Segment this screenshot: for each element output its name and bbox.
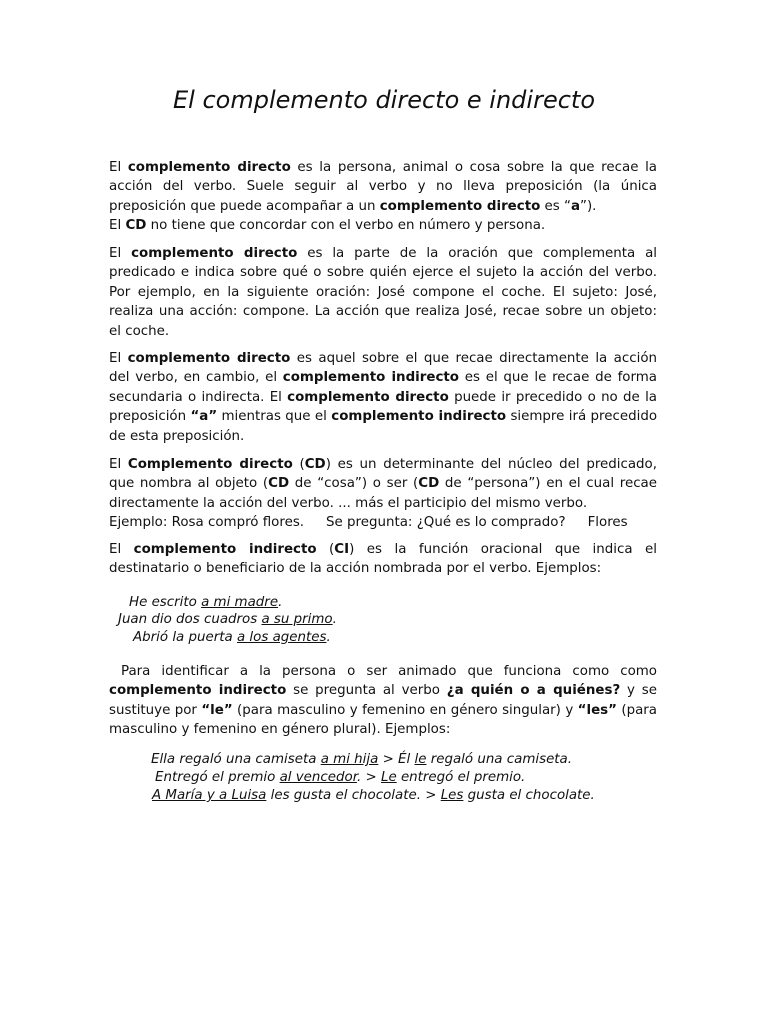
example-line: He escrito a mi madre. [129,595,283,610]
paragraph-3: El complemento directo es aquel sobre el que recae directamente la acción del verbo, en cambio, el complemento indirecto es el que le recae de forma secundaria o indirecta. El complemento directo puede ir precedido o no de la preposición “a” mientras que el complemento indirecto siempre irá precedido de esta preposición. [109,351,658,444]
paragraph-2: El complemento directo es la parte de la oración que complementa al predicado e indica sobre qué o sobre quién ejerce el sujeto la acción del verbo. Por ejemplo, en la siguiente oración: José compone el coche. El sujeto: José, realiza una acción: compone. La acción que realiza José, recae sobre un objeto: el coche. [109,246,657,339]
paragraph-4: El Complemento directo (CD) es un determinante del núcleo del predicado, que nombra al objeto (CD de “cosa”) o ser (CD de “persona”) en el cual recae directamente la acción del verbo. ... más el participio del mismo verbo. Ejemplo: Rosa compró flores. Se pregunta: ¿Qué es lo comprado? Flores [109,457,658,531]
paragraph-5: El complemento indirecto (CI) es la función oracional que indica el destinatario o beneficiario de la acción nombrada por el verbo. Ejemplos: [109,542,657,577]
page-title: El complemento directo e indirecto [172,86,595,114]
paragraph-1: El complemento directo es la persona, animal o cosa sobre la que recae la acción del verbo. Suele seguir al verbo y no lleva preposición (la única preposición que puede acompañar a un complemento directo es “a”). El CD no tiene que concordar con el verbo en número y persona. [109,160,657,234]
example-line: A María y a Luisa les gusta el chocolate. > Les gusta el chocolate. [152,788,595,803]
paragraph-6: Para identificar a la persona o ser animado que funciona como como complemento indirecto se pregunta al verbo ¿a quién o a quiénes? y se sustituye por “le” (para masculino y femenino en género singular) y “les” (para masculino y femenino en género plural). Ejemplos: [109,664,658,738]
example-line: Ella regaló una camiseta a mi hija > Él le regaló una camiseta. [151,752,573,767]
example-line: Abrió la puerta a los agentes. [133,630,331,645]
example-line: Juan dio dos cuadros a su primo. [118,612,337,627]
example-line: Entregó el premio al vencedor. > Le entregó el premio. [155,770,526,785]
